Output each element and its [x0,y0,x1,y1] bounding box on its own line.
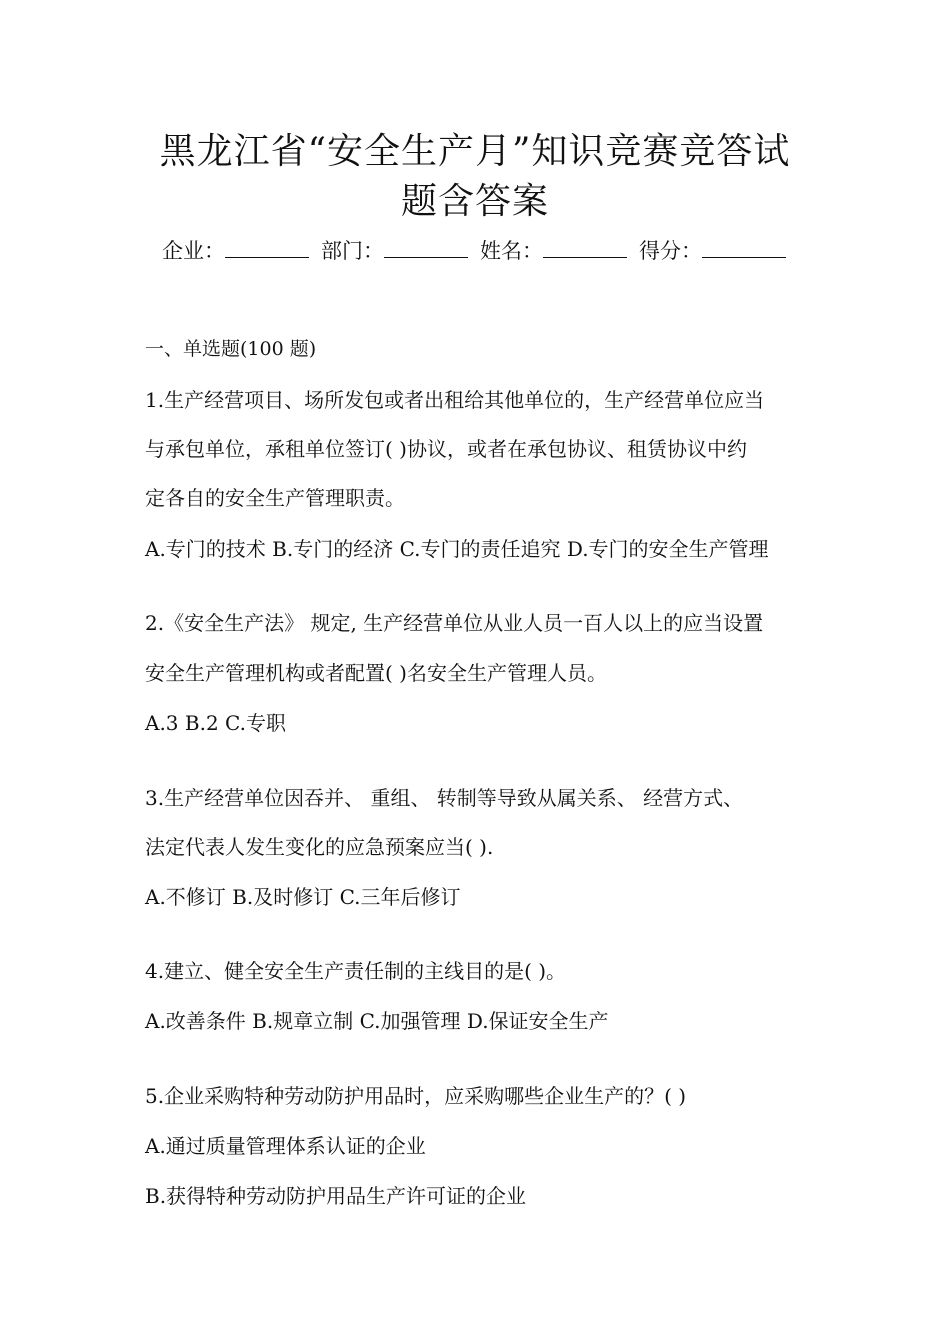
question-1-line-2: 与承包单位，承租单位签订( )协议，或者在承包协议、租赁协议中约 [145,437,747,461]
score-blank [702,237,786,258]
question-4-line-1: 4.建立、健全安全生产责任制的主线目的是( )。 [145,959,567,983]
company-label: 企业： [162,239,225,263]
name-label: 姓名： [480,239,543,263]
document-title-line-2: 题含答案 [400,181,549,222]
score-label: 得分： [639,239,702,263]
document-title-line-1: 黑龙江省“安全生产月”知识竞赛竞答试 [159,131,791,172]
question-3-options: A.不修订 B.及时修订 C.三年后修订 [145,885,461,909]
question-1-line-3: 定各自的安全生产管理职责。 [145,486,405,510]
company-blank [225,237,309,258]
section-heading: 一、单选题(100 题) [145,338,317,360]
respondent-info-line [162,235,802,267]
department-label: 部门： [321,239,384,263]
question-2-line-1: 2.《安全生产法》 规定, 生产经营单位从业人员一百人以上的应当设置 [145,611,764,635]
question-5-option-b: B.获得特种劳动防护用品生产许可证的企业 [145,1184,527,1208]
question-2-options: A.3 B.2 C.专职 [145,711,286,735]
department-blank [384,237,468,258]
question-3-line-2: 法定代表人发生变化的应急预案应当( ). [145,835,494,859]
question-1-line-1: 1.生产经营项目、场所发包或者出租给其他单位的，生产经营单位应当 [145,388,765,412]
question-4-options: A.改善条件 B.规章立制 C.加强管理 D.保证安全生产 [145,1009,609,1033]
question-2-line-2: 安全生产管理机构或者配置( )名安全生产管理人员。 [145,661,607,685]
question-5-line-1: 5.企业采购特种劳动防护用品时，应采购哪些企业生产的？( ) [145,1084,687,1108]
name-blank [543,237,627,258]
question-1-options: A.专门的技术 B.专门的经济 C.专门的责任追究 D.专门的安全生产管理 [145,537,769,561]
question-3-line-1: 3.生产经营单位因吞并、 重组、 转制等导致从属关系、 经营方式、 [145,786,744,810]
question-5-option-a: A.通过质量管理体系认证的企业 [145,1134,426,1158]
